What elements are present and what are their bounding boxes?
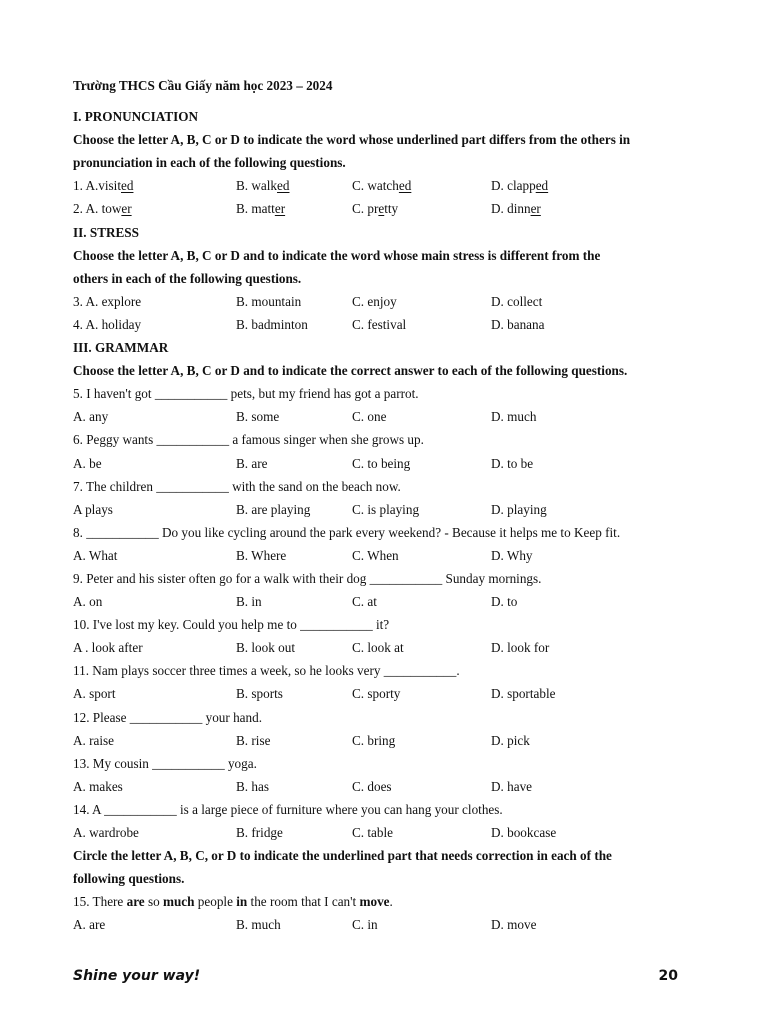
question-13-options [73, 775, 688, 798]
question-14: 14. A ___________ is a large piece of furniture where you can hang your clothes. [73, 801, 503, 817]
option-b: B. rise [236, 732, 271, 748]
option-b: B. look out [236, 640, 295, 656]
option-b: B. matter [236, 201, 286, 217]
option-a: A plays [73, 501, 113, 517]
option-c: C. table [352, 825, 394, 840]
footer-slogan: Shine your way! [73, 968, 201, 984]
option-c: C. one [352, 409, 387, 425]
question-12-options [73, 729, 688, 752]
instruction-line: following questions. [73, 871, 185, 887]
option-c: C. enjoy [352, 293, 397, 309]
question-6: 6. Peggy wants ___________ a famous singer when she grows up. [73, 432, 424, 448]
option-d: D. pick [491, 732, 530, 748]
section-stress-title: II. STRESS [73, 224, 139, 240]
option-c: C. festival [352, 316, 407, 332]
option-d: D. Why [491, 547, 533, 563]
instruction-line: Circle the letter A, B, C, or D to indicate the underlined part that needs correction in each of the [73, 848, 612, 864]
question-7-options [73, 498, 688, 521]
section-pronunciation-title: I. PRONUNCIATION [73, 109, 199, 125]
option-c: C. does [352, 778, 392, 794]
option-a: A. wardrobe [73, 825, 139, 840]
option-d: D. to be [491, 455, 534, 471]
option-b: B. mountain [236, 293, 302, 309]
option-a: A. raise [73, 732, 115, 748]
option-b: B. fridge [236, 825, 283, 840]
question-12: 12. Please ___________ your hand. [73, 709, 262, 725]
worksheet-page [73, 74, 688, 936]
option-b: B. has [236, 778, 269, 794]
page-number: 20 [658, 968, 678, 984]
option-a: A. be [73, 455, 102, 471]
option-d: D. banana [491, 316, 545, 332]
option-c: C. is playing [352, 501, 420, 517]
question-14-options [73, 821, 688, 844]
instruction-line: Choose the letter A, B, C or D and to indicate the word whose main stress is different from the [73, 247, 601, 263]
option-a: A. What [73, 547, 118, 563]
question-10-options [73, 636, 688, 659]
option-c: C. in [352, 917, 378, 933]
option-d: D. dinner [491, 201, 541, 217]
question-4-options [73, 313, 688, 336]
option-a: A. are [73, 917, 106, 933]
option-c: C. bring [352, 732, 396, 748]
option-b: B. some [236, 409, 280, 425]
instruction-line: Choose the letter A, B, C or D and to indicate the correct answer to each of the following questions. [73, 363, 628, 379]
option-b: B. much [236, 917, 281, 933]
question-8: 8. ___________ Do you like cycling around the park every weekend? - Because it helps me to Keep fit. [73, 524, 621, 540]
option-a: 2. A. tower [73, 201, 132, 217]
question-5: 5. I haven't got ___________ pets, but my friend has got a parrot. [73, 386, 419, 402]
question-13: 13. My cousin ___________ yoga. [73, 755, 257, 771]
question-5-options [73, 405, 688, 428]
option-c: C. at [352, 594, 377, 610]
question-7: 7. The children ___________ with the sand on the beach now. [73, 478, 401, 494]
option-c: C. watched [352, 178, 412, 194]
option-d: D. collect [491, 293, 543, 309]
option-b: B. in [236, 594, 262, 610]
question-8-options [73, 544, 688, 567]
option-a: A. any [73, 409, 109, 425]
question-9: 9. Peter and his sister often go for a walk with their dog ___________ Sunday mornings. [73, 570, 542, 586]
option-a: 1. A.visited [73, 178, 134, 194]
question-2-options [73, 197, 688, 220]
option-b: B. Where [236, 547, 287, 563]
option-b: B. are [236, 455, 268, 471]
question-1-options [73, 174, 688, 197]
option-d: D. clapped [491, 178, 549, 194]
instruction-line: Choose the letter A, B, C or D to indicate the word whose underlined part differs from the others in [73, 132, 631, 148]
option-a: A. on [73, 594, 103, 610]
option-b: B. walked [236, 178, 290, 194]
option-d: D. move [491, 917, 537, 933]
option-d: D. look for [491, 640, 550, 656]
option-d: D. have [491, 778, 533, 794]
option-a: 4. A. holiday [73, 316, 142, 332]
question-9-options [73, 590, 688, 613]
option-b: B. badminton [236, 316, 308, 332]
page-footer [73, 968, 678, 984]
option-c: C. When [352, 547, 399, 563]
option-b: B. are playing [236, 501, 311, 517]
option-d: D. to [491, 594, 518, 610]
option-c: C. sporty [352, 686, 401, 702]
option-a: A . look after [73, 640, 143, 656]
question-15: 15. There are so much people in the room that I can't move. [73, 894, 393, 910]
option-c: C. look at [352, 640, 404, 656]
option-b: B. sports [236, 686, 283, 702]
option-d: D. much [491, 409, 537, 425]
option-a: A. sport [73, 686, 116, 702]
option-c: C. pretty [352, 201, 399, 217]
question-3-options [73, 290, 688, 313]
question-6-options [73, 452, 688, 475]
option-d: D. bookcase [491, 825, 557, 840]
option-c: C. to being [352, 455, 411, 471]
school-header: Trường THCS Cầu Giấy năm học 2023 – 2024 [73, 78, 333, 93]
question-11: 11. Nam plays soccer three times a week, so he looks very ___________. [73, 663, 460, 679]
question-10: 10. I've lost my key. Could you help me to ___________ it? [73, 617, 390, 633]
option-d: D. playing [491, 501, 547, 517]
instruction-line: pronunciation in each of the following questions. [73, 155, 346, 171]
option-a: A. makes [73, 778, 123, 794]
instruction-line: others in each of the following questions. [73, 270, 302, 286]
question-11-options [73, 682, 688, 705]
section-grammar-title: III. GRAMMAR [73, 340, 169, 356]
option-a: 3. A. explore [73, 293, 142, 309]
option-d: D. sportable [491, 686, 556, 702]
question-15-options [73, 913, 688, 936]
